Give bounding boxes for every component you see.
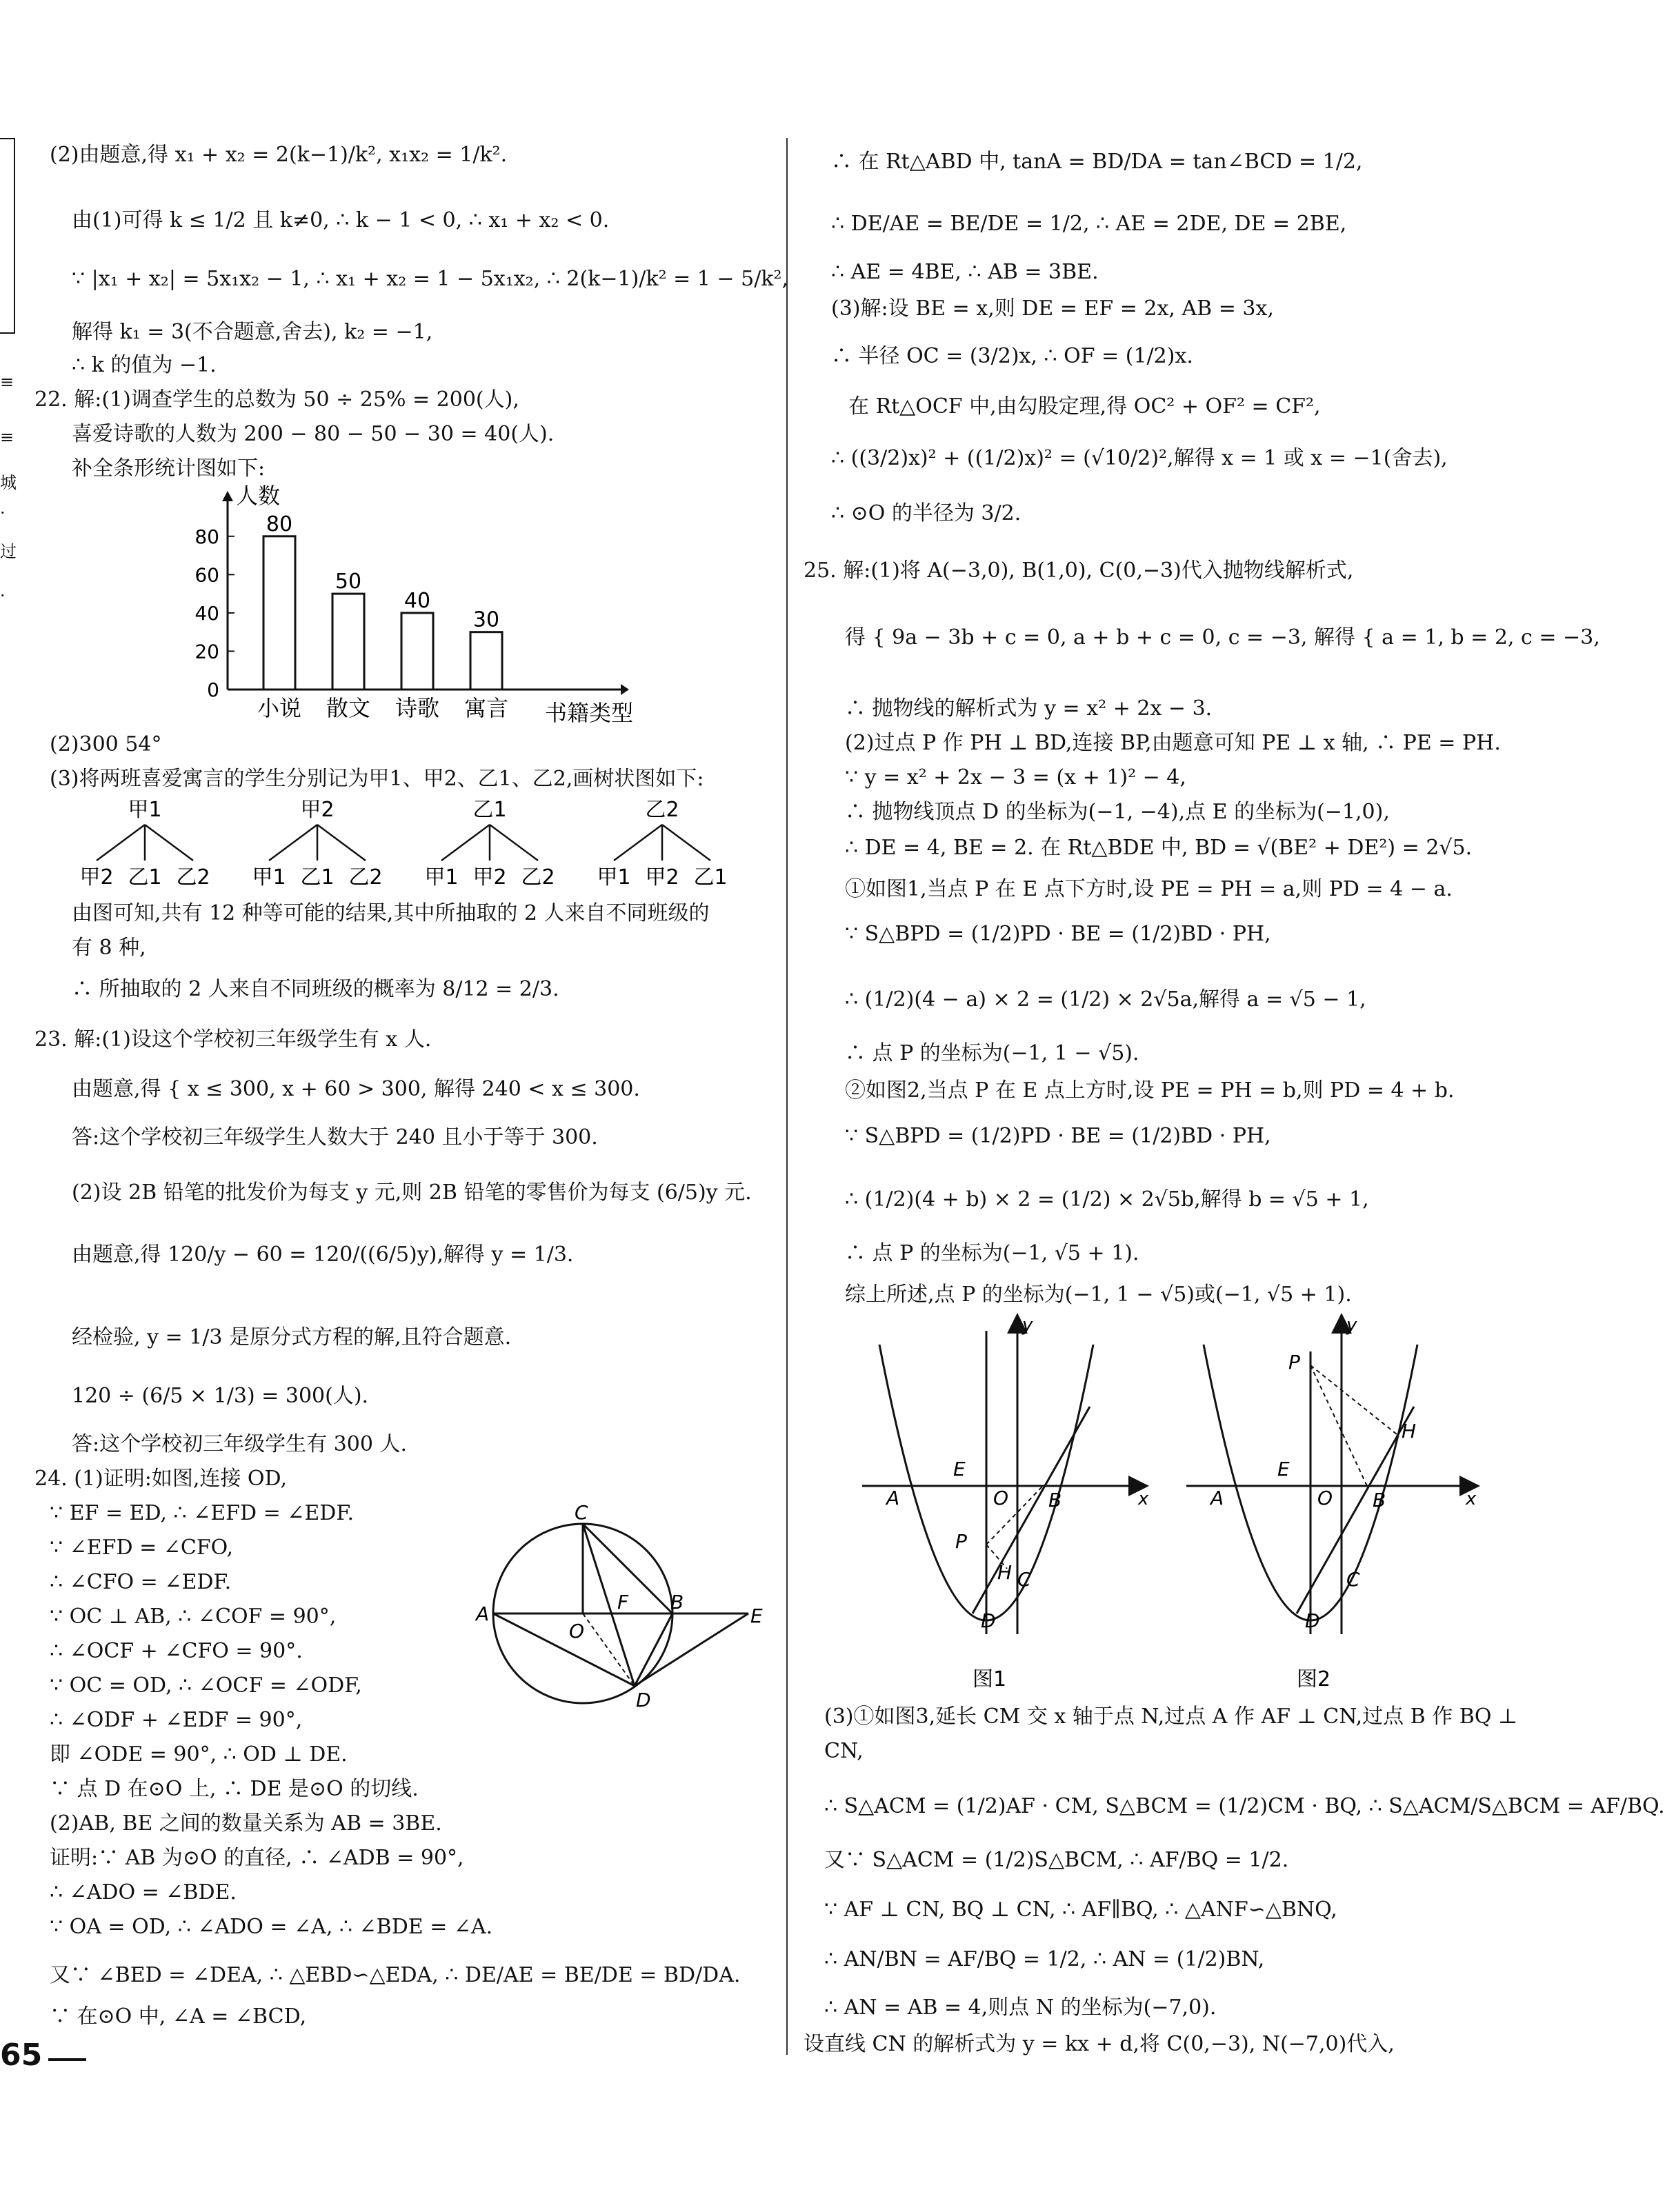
label-O: O <box>1317 1487 1333 1509</box>
text-line: ∴ S△ACM = (1/2)AF · CM, S△BCM = (1/2)CM · BQ, ∴ S△ACM/S△BCM = AF/BQ. <box>824 1794 1665 1818</box>
circle-figure <box>476 1500 766 1720</box>
bar-value-label: 30 <box>472 607 500 632</box>
category-label: 诗歌 <box>395 695 440 721</box>
text-line: (3)解:设 BE = x,则 DE = EF = 2x, AB = 3x, <box>831 296 1274 321</box>
tree-leaf-label: 乙2 <box>521 865 555 889</box>
label-A: A <box>1210 1487 1224 1509</box>
text-line: ∴ (1/2)(4 + b) × 2 = (1/2) × 2√5b,解得 b = √5 + 1, <box>845 1187 1369 1211</box>
text-line: 补全条形统计图如下: <box>72 456 266 481</box>
tree-branch <box>145 825 193 861</box>
label-E: E <box>1277 1458 1290 1480</box>
y-axis-arrow <box>222 491 233 501</box>
text-line: ∴ 所抽取的 2 人来自不同班级的概率为 8/12 = 2/3. <box>72 977 559 1001</box>
label-A: A <box>886 1487 900 1509</box>
label-x: x <box>1138 1489 1149 1509</box>
text-line: ∴ AN = AB = 4,则点 N 的坐标为(−7,0). <box>824 1995 1217 2020</box>
question-23: 23. 解:(1)设这个学校初三年级学生有 x 人. <box>34 1027 432 1052</box>
tree-branch <box>97 825 145 861</box>
label-P: P <box>955 1530 967 1553</box>
page-number: 65 <box>0 2038 43 2073</box>
label-A: A <box>476 1602 490 1625</box>
tree-leaf-label: 甲2 <box>79 865 114 889</box>
text-line: 综上所述,点 P 的坐标为(−1, 1 − √5)或(−1, √5 + 1). <box>845 1283 1352 1307</box>
text-line: 由题意,得 { x ≤ 300, x + 60 > 300, 解得 240 < x ≤ 300. <box>72 1077 640 1101</box>
text-line: (2)300 54° <box>50 732 162 756</box>
y-tick-label: 60 <box>195 563 219 587</box>
text-line: ∵ S△BPD = (1/2)PD · BE = (1/2)BD · PH, <box>845 922 1271 946</box>
label-C: C <box>1017 1568 1031 1591</box>
text-line: ∴ ∠OCF + ∠CFO = 90°. <box>50 1639 303 1663</box>
y-tick-label: 80 <box>195 525 219 548</box>
tree-leaf-label: 乙2 <box>348 865 383 889</box>
text-line: 答:这个学校初三年级学生有 300 人. <box>72 1432 407 1456</box>
parabola-figure-1 <box>862 1310 1166 1696</box>
bar <box>401 613 433 690</box>
tree-leaf-label: 乙1 <box>300 865 335 889</box>
label-D: D <box>981 1609 996 1632</box>
text-line: 经检验, y = 1/3 是原分式方程的解,且符合题意. <box>72 1325 512 1349</box>
text-line: ∴ ⊙O 的半径为 3/2. <box>831 501 1021 525</box>
edge-char: ≡ <box>0 372 14 392</box>
text-line: ∴ k 的值为 −1. <box>72 353 217 377</box>
text-line: ∵ ∠EFD = ∠CFO, <box>50 1536 234 1560</box>
x-axis-arrow <box>621 684 629 695</box>
text-line: 有 8 种, <box>72 936 146 960</box>
edge-char: · <box>0 586 6 605</box>
label-D: D <box>636 1689 651 1711</box>
figure-caption: 图2 <box>1297 1667 1331 1691</box>
text-line: CN, <box>824 1739 864 1763</box>
text-line: 由图可知,共有 12 种等可能的结果,其中所抽取的 2 人来自不同班级的 <box>72 901 710 925</box>
text-line: ∴ 在 Rt△ABD 中, tanA = BD/DA = tan∠BCD = 1/2, <box>831 150 1363 174</box>
text-line: 即 ∠ODE = 90°, ∴ OD ⊥ DE. <box>50 1742 348 1767</box>
text-line: ∴ ∠CFO = ∠EDF. <box>50 1570 232 1594</box>
text-line: 在 Rt△OCF 中,由勾股定理,得 OC² + OF² = CF², <box>848 394 1321 419</box>
text-line: ∴ ∠ADO = ∠BDE. <box>50 1880 237 1904</box>
text-line: ∴ 抛物线的解析式为 y = x² + 2x − 3. <box>845 696 1213 721</box>
bar-value-label: 40 <box>403 588 431 613</box>
text-line: 答:这个学校初三年级学生人数大于 240 且小于等于 300. <box>72 1125 598 1149</box>
text-line: ②如图2,当点 P 在 E 点上方时,设 PE = PH = b,则 PD = 4 + b. <box>845 1078 1455 1103</box>
label-x: x <box>1466 1489 1477 1509</box>
text-line: ∵ 点 D 在⊙O 上, ∴ DE 是⊙O 的切线. <box>50 1777 419 1801</box>
text-line: ∵ OA = OD, ∴ ∠ADO = ∠A, ∴ ∠BDE = ∠A. <box>50 1915 493 1939</box>
label-O: O <box>569 1620 585 1642</box>
label-E: E <box>953 1458 966 1480</box>
bar-value-label: 50 <box>335 570 362 594</box>
question-25: 25. 解:(1)将 A(−3,0), B(1,0), C(0,−3)代入抛物线解析式, <box>804 559 1354 583</box>
y-tick-label: 0 <box>207 678 219 701</box>
label-P: P <box>1288 1351 1300 1374</box>
text-line: ∵ OC = OD, ∴ ∠OCF = ∠ODF, <box>50 1673 362 1698</box>
tree-branch <box>269 825 317 861</box>
tree-leaf-label: 甲2 <box>472 865 507 889</box>
label-y: y <box>1346 1315 1357 1336</box>
text-line: ∴ 点 P 的坐标为(−1, 1 − √5). <box>845 1041 1139 1065</box>
edge-char: 城 <box>0 473 17 492</box>
category-label: 小说 <box>257 695 302 721</box>
edge-char: 过 <box>0 542 17 561</box>
text-line: ∴ 抛物线顶点 D 的坐标为(−1, −4),点 E 的坐标为(−1,0), <box>845 800 1390 824</box>
text-line: ∴ ∠ODF + ∠EDF = 90°, <box>50 1708 303 1732</box>
text-line: 120 ÷ (6/5 × 1/3) = 300(人). <box>72 1384 369 1408</box>
question-22: 22. 解:(1)调查学生的总数为 50 ÷ 25% = 200(人), <box>34 388 519 412</box>
label-H: H <box>1402 1420 1417 1442</box>
text-line: ∵ EF = ED, ∴ ∠EFD = ∠EDF. <box>50 1501 355 1525</box>
x-axis-label: 书籍类型 <box>545 700 634 726</box>
text-line: ∵ S△BPD = (1/2)PD · BE = (1/2)BD · PH, <box>845 1124 1271 1148</box>
text-line: ∴ (1/2)(4 − a) × 2 = (1/2) × 2√5a,解得 a = √5 − 1, <box>845 987 1366 1012</box>
label-y: y <box>1022 1315 1033 1336</box>
text-line: ①如图1,当点 P 在 E 点下方时,设 PE = PH = a,则 PD = 4 − a. <box>845 877 1453 901</box>
y-axis-label: 人数 <box>236 483 281 509</box>
text-line: 由(1)可得 k ≤ 1/2 且 k≠0, ∴ k − 1 < 0, ∴ x₁ + x₂ < 0. <box>72 208 610 232</box>
page-number-dash <box>48 2058 86 2061</box>
tree-leaf-label: 甲1 <box>597 865 631 889</box>
text-line: (3)将两班喜爱寓言的学生分别记为甲1、甲2、乙1、乙2,画树状图如下: <box>50 767 704 791</box>
text-line: 解得 k₁ = 3(不合题意,舍去), k₂ = −1, <box>72 320 433 344</box>
tree-leaf-label: 乙1 <box>693 865 728 889</box>
y-tick-label: 40 <box>195 601 219 625</box>
label-F: F <box>617 1591 629 1613</box>
label-E: E <box>750 1605 763 1627</box>
parabola-figure-2 <box>1186 1310 1490 1696</box>
bar <box>263 536 295 690</box>
text-line: ∴ 点 P 的坐标为(−1, √5 + 1). <box>845 1241 1139 1265</box>
text-line: ∴ AN/BN = AF/BQ = 1/2, ∴ AN = (1/2)BN, <box>824 1947 1265 1971</box>
tree-root-label: 乙1 <box>472 798 507 822</box>
text-line: 又∵ ∠BED = ∠DEA, ∴ △EBD∽△EDA, ∴ DE/AE = BE/DE = BD/DA. <box>50 1963 741 1987</box>
tree-leaf-label: 乙2 <box>176 865 210 889</box>
text-line: (2)过点 P 作 PH ⊥ BD,连接 BP,由题意可知 PE ⊥ x 轴, ∴ PE = PH. <box>845 731 1501 755</box>
text-line: ∴ ((3/2)x)² + ((1/2)x)² = (√10/2)²,解得 x = 1 或 x = −1(舍去), <box>831 446 1448 470</box>
text-line: ∵ y = x² + 2x − 3 = (x + 1)² − 4, <box>845 765 1186 790</box>
column-divider <box>786 138 788 2055</box>
label-C: C <box>1346 1568 1360 1591</box>
text-line: 得 { 9a − 3b + c = 0, a + b + c = 0, c = −3, 解得 { a = 1, b = 2, c = −3, <box>845 625 1600 650</box>
text-line: 设直线 CN 的解析式为 y = kx + d,将 C(0,−3), N(−7,0)代入, <box>804 2032 1395 2056</box>
bar <box>332 594 364 690</box>
text-line: ∴ AE = 4BE, ∴ AB = 3BE. <box>831 260 1099 284</box>
tree-branch <box>441 825 490 861</box>
label-H: H <box>997 1561 1013 1584</box>
text-line: ∵ AF ⊥ CN, BQ ⊥ CN, ∴ AF∥BQ, ∴ △ANF∽△BNQ, <box>824 1898 1337 1922</box>
text-line: ∵ 在⊙O 中, ∠A = ∠BCD, <box>50 2004 307 2029</box>
text-line: 又∵ S△ACM = (1/2)S△BCM, ∴ AF/BQ = 1/2. <box>824 1848 1289 1872</box>
tree-branch <box>614 825 662 861</box>
y-tick-label: 20 <box>195 640 219 663</box>
text-line: ∴ DE/AE = BE/DE = 1/2, ∴ AE = 2DE, DE = 2BE, <box>831 212 1347 236</box>
tree-branch <box>317 825 366 861</box>
question-24: 24. (1)证明:如图,连接 OD, <box>34 1467 288 1491</box>
tree-leaf-label: 甲2 <box>645 865 679 889</box>
tree-branch <box>490 825 538 861</box>
tree-root-label: 甲1 <box>128 798 162 822</box>
category-label: 散文 <box>326 695 371 721</box>
bar-value-label: 80 <box>266 512 293 536</box>
label-B: B <box>1048 1489 1062 1511</box>
label-C: C <box>575 1501 588 1524</box>
text-line: (2)设 2B 铅笔的批发价为每支 y 元,则 2B 铅笔的零售价为每支 (6/5)y 元. <box>72 1180 752 1205</box>
text-line: 喜爱诗歌的人数为 200 − 80 − 50 − 30 = 40(人). <box>72 422 555 446</box>
text-line: (2)AB, BE 之间的数量关系为 AB = 3BE. <box>50 1811 442 1836</box>
tree-root-label: 甲2 <box>300 798 335 822</box>
binding-edge <box>0 138 15 334</box>
tree-diagram <box>79 793 766 896</box>
text-line: 由题意,得 120/y − 60 = 120/((6/5)y),解得 y = 1/3. <box>72 1243 574 1267</box>
label-B: B <box>1373 1489 1386 1511</box>
figure-caption: 图1 <box>973 1667 1007 1691</box>
text-line: 证明:∵ AB 为⊙O 的直径, ∴ ∠ADB = 90°, <box>50 1846 464 1870</box>
tree-leaf-label: 乙1 <box>128 865 162 889</box>
label-B: B <box>670 1591 684 1613</box>
text-line: ∵ OC ⊥ AB, ∴ ∠COF = 90°, <box>50 1605 337 1629</box>
edge-char: ≡ <box>0 428 14 447</box>
text-line: (2)由题意,得 x₁ + x₂ = 2(k−1)/k², x₁x₂ = 1/k². <box>50 143 508 167</box>
tree-leaf-label: 甲1 <box>424 865 459 889</box>
bar <box>470 632 502 690</box>
tree-branch <box>662 825 710 861</box>
label-D: D <box>1305 1609 1320 1632</box>
bar-chart <box>172 483 669 731</box>
text-line: ∴ DE = 4, BE = 2. 在 Rt△BDE 中, BD = √(BE² + DE²) = 2√5. <box>845 836 1473 860</box>
text-line: (3)①如图3,延长 CM 交 x 轴于点 N,过点 A 作 AF ⊥ CN,过点 B 作 BQ ⊥ <box>824 1705 1518 1729</box>
edge-char: · <box>0 503 6 523</box>
text-line: ∵ |x₁ + x₂| = 5x₁x₂ − 1, ∴ x₁ + x₂ = 1 − 5x₁x₂, ∴ 2(k−1)/k² = 1 − 5/k², <box>72 267 789 291</box>
text-line: ∴ 半径 OC = (3/2)x, ∴ OF = (1/2)x. <box>831 344 1193 368</box>
label-O: O <box>993 1487 1009 1509</box>
tree-leaf-label: 甲1 <box>252 865 286 889</box>
category-label: 寓言 <box>463 695 509 721</box>
tree-root-label: 乙2 <box>645 798 679 822</box>
